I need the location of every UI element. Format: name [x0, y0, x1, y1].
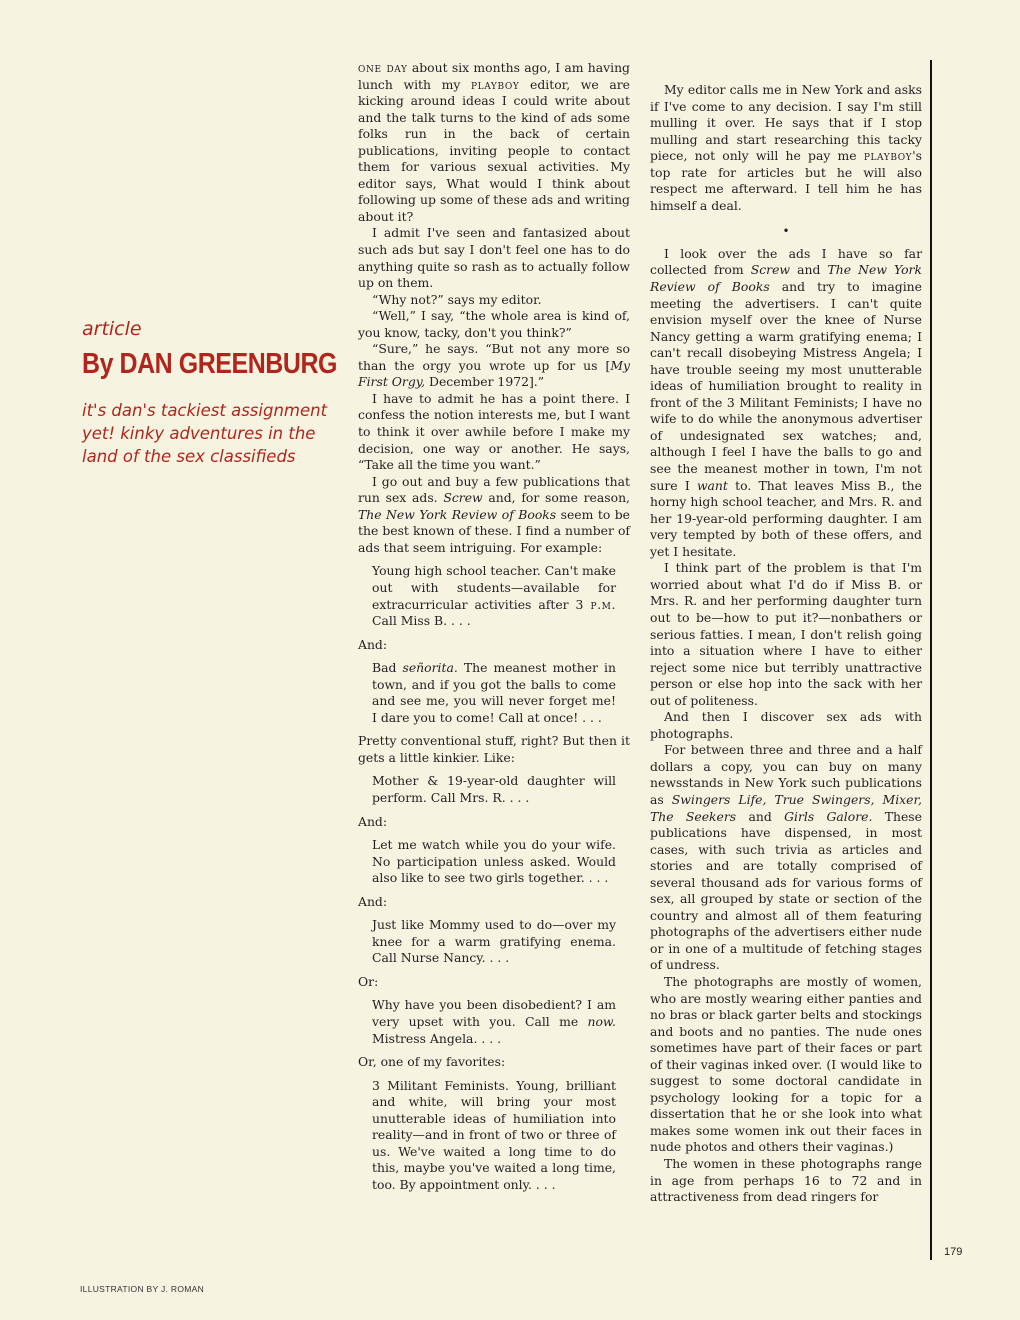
classified-ad: Young high school teacher. Can't make out with students—available for extracurricular activities after 3 p.m. Call Miss B. . . .	[372, 563, 616, 629]
paragraph: I look over the ads I have so far collected from Screw and The New York Review of Books and try to imagine meeting the advertisers. I can't quite envision myself over the knee of Nurse Nancy getting a warm gratifying enema; I can't recall disobeying Mistress Angela; I have trouble seeing my most unutterable ideas of humiliation brought to reality in front of the 3 Militant Feminists; I have no wife to do while the anonymous advertiser of undesignated sex watches; and, although I feel I have the balls to go and see the meanest mother in town, I'm not sure I want to. That leaves Miss B., the horny high school teacher, and Mrs. R. and her 19-year-old performing daughter. I am very tempted by both of these offers, and yet I hesitate.	[650, 245, 922, 559]
classified-ad: Let me watch while you do your wife. No participation unless asked. Would also like to see two girls together. . . .	[372, 837, 616, 886]
paragraph: I think part of the problem is that I'm worried about what I'd do if Miss B. or Mrs. R. and her performing daughter turn out to be—how to put it?—nonbathers or serious fatties. I mean, I don't relish going into a situation where I have to either reject some nice but terribly unattractive person or else hop into the sack with her out of politeness.	[650, 560, 922, 708]
paragraph: Or:	[358, 973, 379, 989]
section-break: •	[782, 224, 790, 239]
column-rule	[930, 60, 932, 1260]
paragraph: And:	[358, 636, 388, 652]
classified-ad: Just like Mommy used to do—over my knee for a warm gratifying enema. Call Nurse Nancy. . . .	[372, 917, 616, 966]
paragraph: I have to admit he has a point there. I confess the notion interests me, but I want to think it over awhile before I make my decision, one way or another. He says, “Take all the time you want.”	[358, 390, 630, 473]
paragraph: “Well,” I say, “the whole area is kind of, you know, tacky, don't you think?”	[358, 308, 630, 340]
byline: By DAN GREENBURG	[82, 348, 338, 380]
paragraph: The photographs are mostly of women, who are mostly wearing either panties and no bras or black garter belts and stockings and boots and no panties. The nude ones sometimes have part of their faces or part of their vaginas inked over. (I would like to suggest to some doctoral candidate in psychology looking for a topic for a dissertation that he or she look into what makes some women ink out their faces in nude photos and others their vaginas.)	[650, 973, 922, 1155]
paragraph: The women in these photographs range in age from perhaps 16 to 72 and in attractiveness from dead ringers for	[650, 1156, 922, 1205]
dek: it's dan's tackiest assignment yet! kinky adventures in the land of the sex classifieds	[82, 401, 328, 466]
paragraph: “Sure,” he says. “But not any more so than the orgy you wrote up for us [My First Orgy, December 1972].”	[358, 341, 630, 390]
paragraph: “Why not?” says my editor.	[372, 291, 542, 307]
classified-ad: Why have you been disobedient? I am very upset with you. Call me now. Mistress Angela. . . .	[372, 997, 616, 1046]
paragraph: I admit I've seen and fantasized about such ads but say I don't feel one has to do anything quite so rash as to actually follow up on them.	[358, 225, 630, 291]
classified-ad: Bad señorita. The meanest mother in town, and if you got the balls to come and see me, you will never forget me! I dare you to come! Call at once! . . .	[372, 660, 616, 725]
drop-opening: one day	[358, 60, 408, 75]
paragraph: And then I discover sex ads with photographs.	[650, 709, 922, 741]
illustration-credit: ILLUSTRATION BY J. ROMAN	[80, 1284, 205, 1294]
paragraph: And:	[358, 813, 388, 829]
paragraph: My editor calls me in New York and asks if I've come to any decision. I say I'm still mulling it over. He says that if I stop mulling and start researching this tacky piece, not only will he pay me playboy's top rate for articles but he will also respect me afterward. I tell him he has himself a deal.	[650, 82, 922, 213]
paragraph: For between three and three and a half dollars a copy, you can buy on many newsstands in New York such publications as Swingers Life, True Swingers, Mixer, The Seekers and Girls Galore. These publications have dispensed, in most cases, with such trivia as articles and stories and are totally comprised of several thousand ads for various forms of sex, all grouped by state or section of the country and almost all of them featuring photographs of the advertisers either nude or in one of a multitude of fetching stages of undress.	[650, 742, 922, 973]
section-label: article	[82, 318, 142, 340]
paragraph: And:	[358, 893, 388, 909]
paragraph: I go out and buy a few publications that run sex ads. Screw and, for some reason, The New York Review of Books seem to be the best known of these. I find a number of ads that seem intriguing. For example:	[358, 473, 631, 555]
article-header	[82, 318, 344, 468]
classified-ad: 3 Militant Feminists. Young, brilliant and white, will bring your most unutterable ideas of humiliation into reality—and in front of two or three of us. We've waited a long time to do this, maybe you've waited a long time, too. By appointment only. . . .	[372, 1077, 616, 1192]
magazine-name: playboy	[470, 76, 520, 92]
paragraph: Pretty conventional stuff, right? But then it gets a little kinkier. Like:	[358, 733, 630, 765]
classified-ad: Mother & 19-year-old daughter will perform. Call Mrs. R. . . .	[372, 773, 616, 805]
page-number: 179	[944, 1246, 963, 1258]
paragraph: one day about six months ago, I am having lunch with my playboy editor, we are kicking around ideas I could write about and the talk turns to the kind of ads some folks run in the back of certain publications, inviting people to contact them for various sexual activities. My editor says, What would I think about following up some of these ads and writing about it?	[358, 60, 630, 224]
article-column-2	[650, 60, 922, 1206]
article-column-1	[358, 60, 630, 1193]
paragraph: Or, one of my favorites:	[358, 1054, 506, 1070]
